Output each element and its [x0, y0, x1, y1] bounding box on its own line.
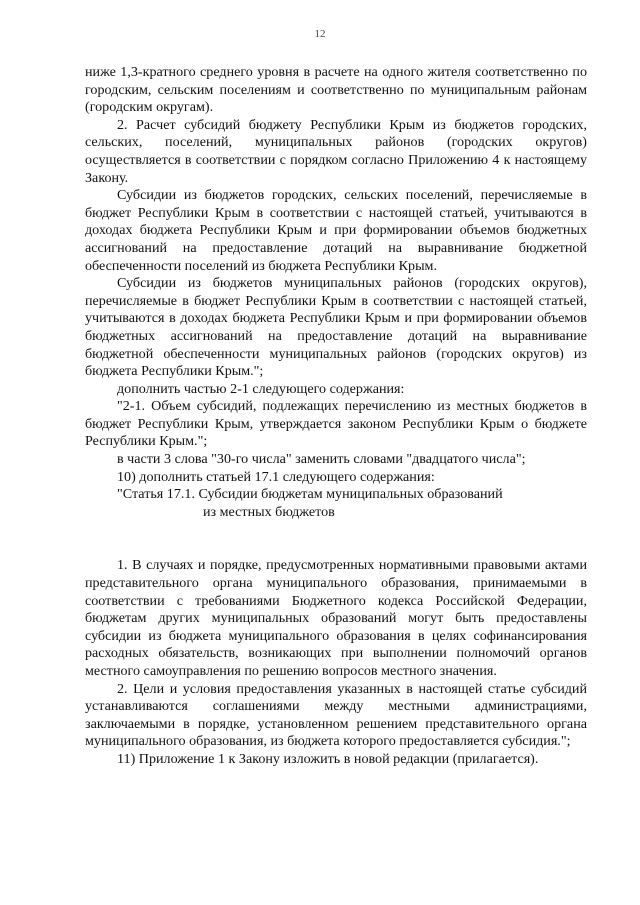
paragraph: дополнить частью 2-1 следующего содержания:: [117, 380, 405, 397]
heading-spacer: [85, 521, 587, 557]
article-paragraph: 11) Приложение 1 к Закону изложить в новой редакции (прилагается).: [117, 750, 539, 767]
article-heading-line2: из местных бюджетов: [203, 503, 335, 520]
paragraph: ниже 1,3-кратного среднего уровня в расчете на одного жителя соответственно по городским, сельским поселениям и соответственно по муниципальным районам (городским округам).: [85, 64, 587, 116]
paragraph: 10) дополнить статьей 17.1 следующего содержания:: [117, 468, 435, 485]
paragraph: "2-1. Объем субсидий, подлежащих перечислению из местных бюджетов в бюджет Республики Крым, утверждается законом Республики Крым о бюджете Республики Крым.";: [85, 398, 587, 450]
paragraph: в части 3 слова "30-го числа" заменить словами "двадцатого числа";: [117, 451, 526, 468]
paragraph: Субсидии из бюджетов городских, сельских поселений, перечисляемые в бюджет Республики Крым в соответствии с настоящей статьей, учитываются в доходах бюджета Республики Крым и при формировании объемов бюджетных ассигнований на предоставление дотаций на выравнивание бюджетной обеспеченности поселений из бюджета Республики Крым.: [85, 187, 587, 274]
article-paragraph: 2. Цели и условия предоставления указанных в настоящей статье субсидий устанавливаются соглашениями между местными администрациями, заключаемыми в порядке, установленном решением представительного органа муниципального образования, из бюджета которого предоставляется субсидия.";: [85, 680, 587, 750]
page-number: 12: [314, 28, 326, 40]
paragraph: 2. Расчет субсидий бюджету Республики Крым из бюджетов городских, сельских, поселений, муниципальных районов (городских округов) осуществляется в соответствии с порядком согласно Приложению 4 к настоящему Закону.: [85, 116, 587, 186]
article-heading-line1: "Статья 17.1. Субсидии бюджетам муниципальных образований: [117, 486, 503, 503]
document-body: [85, 64, 587, 769]
paragraph: Субсидии из бюджетов муниципальных районов (городских округов), перечисляемые в бюджет Республики Крым в соответствии с настоящей статьей, учитываются в доходах бюджета Республики Крым и при формировании объемов бюджетных ассигнований на предоставление дотаций на выравнивание бюджетной обеспеченности муниципальных районов (городских округов) из бюджета Республики Крым.";: [85, 275, 587, 380]
article-paragraph: 1. В случаях и порядке, предусмотренных нормативными правовыми актами представительного органа муниципального образования, принимаемыми в соответствии с требованиями Бюджетного кодекса Российской Федерации, бюджетам других муниципальных образований могут быть предоставлены субсидии из бюджета муниципального образования в целях софинансирования расходных обязательств, возникающих при выполнении полномочий органов местного самоуправления по решению вопросов местного значения.: [85, 557, 587, 679]
